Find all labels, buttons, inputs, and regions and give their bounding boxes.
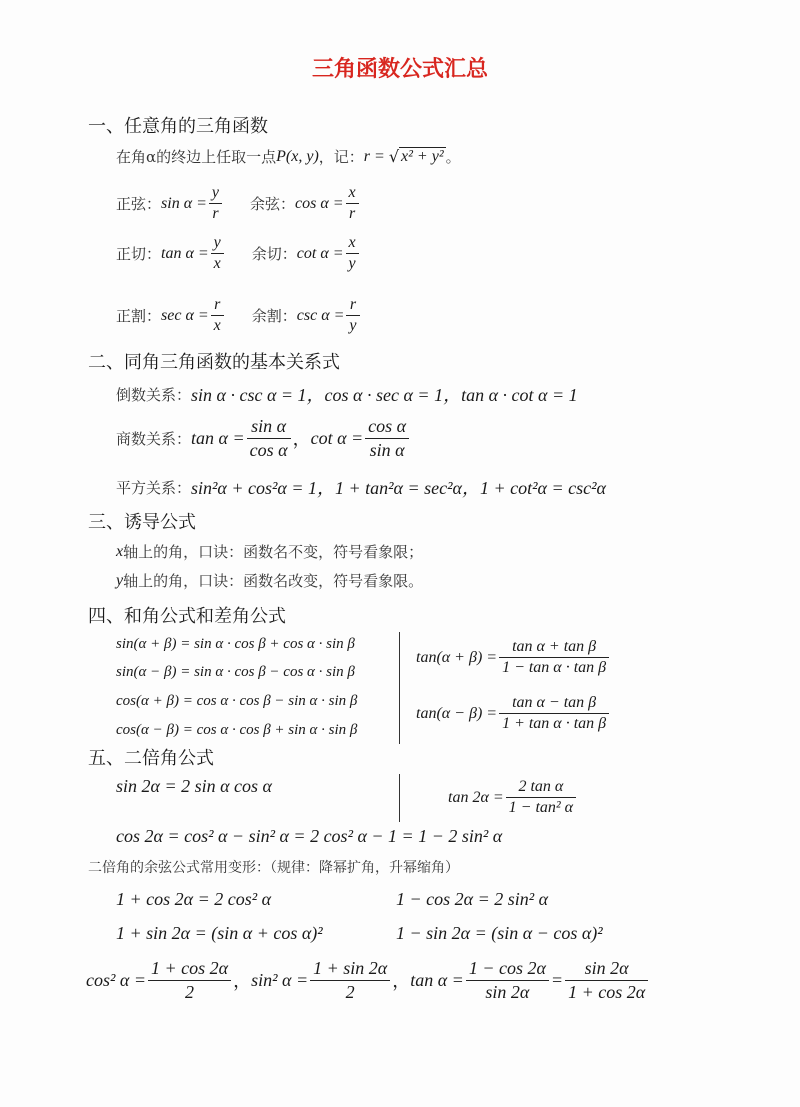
frac-den: x [213,255,221,273]
def-lhs: cot α = [296,244,344,262]
frac-den: r [348,205,356,223]
frac-num: 2 tan α [506,778,576,798]
s1-intro-radicand: x² + y² [401,148,444,165]
s5-variant: 1 + sin 2α = (sin α + cos α)² [116,923,323,943]
s1-intro-note: ，记： [318,148,364,166]
s3-var: x [116,542,124,560]
s5-sin2: sin 2α = 2 sin α cos α [116,776,272,796]
s4-formula: cos(α + β) = cos α · cos β − sin α · sin β [116,693,358,709]
s2-quot-lhs: tan α = [191,427,245,448]
s5-f-fraction [310,958,390,1002]
s2-reciprocal [116,381,578,407]
sqrt-icon: √ [388,147,400,166]
frac-den: 1 − tan² α [508,799,574,817]
def-lhs: csc α = [296,306,345,324]
frac-num: 1 + cos 2α [148,958,231,981]
s4-tan-fraction [499,694,609,734]
frac-den: y [349,317,357,335]
frac-num: y [211,234,224,254]
s3-line-2 [116,570,423,591]
def-lhs: sin α = [161,194,207,212]
s1-def-row [116,296,362,336]
separator: ， [292,429,311,451]
frac-num: 1 + sin 2α [310,958,390,981]
frac-num: tan α − tan β [499,694,609,714]
s3-text: 轴上的角，口诀：函数名改变，符号看象限。 [123,572,424,590]
page-title: 三角函数公式汇总 [311,56,488,82]
s3-text: 轴上的角，口诀：函数名不变，符号看象限； [123,543,424,561]
frac-num: y [209,184,222,204]
def-label: 余弦： [250,195,296,214]
section-heading-2: 二、同角三角函数的基本关系式 [88,352,340,373]
frac-den: 2 [345,981,355,1002]
s2-square [116,474,606,500]
s5-f-fraction [148,958,231,1002]
s1-intro-text: 在角α的终边上任取一点 [116,148,277,166]
section-heading-1: 一、任意角的三角函数 [88,116,268,137]
s1-intro [116,146,461,167]
s2-quot-label: 商数关系： [116,429,192,448]
s1-intro-point: P(x, y) [276,147,319,165]
s5-variant: 1 − cos 2α = 2 sin² α [396,889,549,909]
s2-quot-lhs: cot α = [310,427,364,448]
s5-note: 二倍角的余弦公式常用变形：（规律：降幂扩角，升幂缩角） [88,860,459,876]
frac-num: sin α [247,416,291,439]
s5-cos2: cos 2α = cos² α − sin² α = 2 cos² α − 1 = 1 − 2 sin² α [116,826,503,846]
def-lhs: tan α = [161,244,209,262]
column-divider [399,774,400,822]
frac-den: cos α [249,439,288,460]
def-lhs: sec α = [161,306,209,324]
s2-sq-label: 平方关系： [116,478,192,497]
def-fraction [211,296,224,336]
s1-def-row [116,184,361,224]
s2-quot-fraction [365,416,409,460]
s4-tan-minus [416,694,611,734]
frac-den: 1 + cos 2α [568,981,646,1002]
s4-tan-plus [416,638,611,678]
s2-recip-formula: sin α · csc α = 1，cos α · sec α = 1，tan α · cot α = 1 [191,385,578,405]
def-fraction [211,234,224,274]
frac-den: 1 + tan α · tan β [502,715,607,733]
def-label: 余切： [251,245,297,264]
s4-formula: cos(α − β) = cos α · cos β + sin α · sin β [116,722,358,738]
s1-intro-r: r = [363,147,385,165]
s5-f-lhs: sin² α = [251,969,309,990]
def-label: 正割： [116,307,162,326]
def-fraction [209,184,222,224]
frac-num: x [346,184,359,204]
frac-num: cos α [365,416,409,439]
s5-variant: 1 − sin 2α = (sin α − cos α)² [396,923,603,943]
def-fraction [346,184,359,224]
section-heading-3: 三、诱导公式 [88,512,196,533]
s5-f-fraction [466,958,549,1002]
s5-tan2 [448,778,578,818]
s1-intro-end: 。 [445,148,461,166]
s2-sq-formula: sin²α + cos²α = 1，1 + tan²α = sec²α，1 + cot²α = csc²α [191,478,606,498]
frac-num: 1 − cos 2α [466,958,549,981]
s5-f-lhs: cos² α = [86,969,146,990]
s5-f-lhs: tan α = [410,969,464,990]
column-divider [399,632,400,744]
s5-f-fraction [565,958,648,1002]
s4-tan-lhs: tan(α − β) = [416,704,498,722]
s4-tan-lhs: tan(α + β) = [416,648,498,666]
s3-line-1 [116,541,423,562]
frac-num: sin 2α [565,958,648,981]
s4-formula: sin(α + β) = sin α · cos β + cos α · sin β [116,636,355,652]
frac-den: r [212,205,219,223]
def-fraction [346,234,359,274]
frac-num: r [211,296,224,316]
s2-quot-fraction [247,416,291,460]
frac-den: y [348,255,356,273]
frac-num: x [346,234,359,254]
frac-den: x [213,317,221,335]
s5-half-angle-row [86,958,650,1002]
separator: ， [392,971,411,993]
s4-tan-fraction [499,638,609,678]
s5-variant: 1 + cos 2α = 2 cos² α [116,889,272,909]
s2-quotient [116,416,411,460]
def-label: 正弦： [116,195,162,214]
def-fraction [346,296,359,336]
frac-den: sin 2α [485,981,530,1002]
s3-var: y [116,571,124,589]
s1-def-row [116,234,361,274]
frac-num: r [346,296,359,316]
s2-recip-label: 倒数关系： [116,385,192,404]
separator: ， [233,971,252,993]
frac-den: 2 [185,981,195,1002]
frac-den: 1 − tan α · tan β [502,659,607,677]
def-label: 正切： [116,245,162,264]
section-heading-5: 五、二倍角公式 [88,748,214,769]
s5-tan2-lhs: tan 2α = [448,788,504,806]
equals-sign: = [550,969,564,990]
section-heading-4: 四、和角公式和差角公式 [88,606,286,627]
frac-num: tan α + tan β [499,638,609,658]
def-label: 余割： [251,307,297,326]
s4-formula: sin(α − β) = sin α · cos β − cos α · sin β [116,664,355,680]
s5-tan2-fraction [506,778,576,818]
def-lhs: cos α = [295,194,344,212]
frac-den: sin α [369,439,405,460]
